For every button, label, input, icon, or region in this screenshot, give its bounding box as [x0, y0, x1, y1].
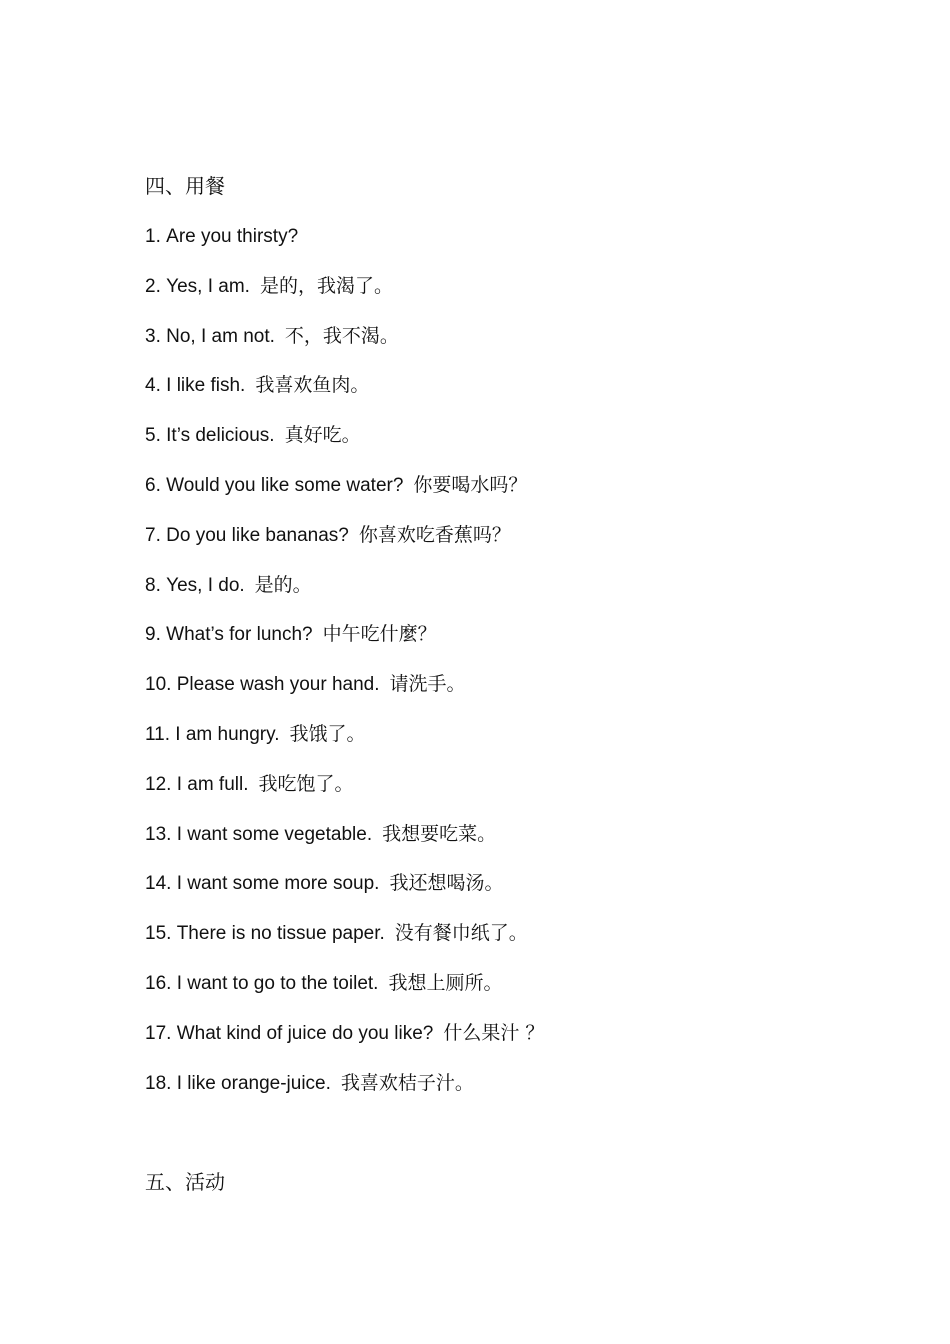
phrase-line [145, 471, 544, 521]
phrase-number: 16. [145, 972, 172, 994]
phrase-number: 1. [145, 226, 161, 247]
phrase-chinese: 我喜欢桔子汁。 [340, 1071, 474, 1094]
phrase-number: 13. [145, 823, 172, 845]
phrase-number: 4. [145, 375, 161, 397]
phrase-line [145, 820, 544, 870]
phrase-english: I want some more soup. [176, 873, 380, 895]
phrase-line [145, 720, 544, 770]
section-title-activities: 五、活动 [145, 1170, 225, 1194]
phrase-english: I am full. [176, 773, 249, 795]
phrase-number: 12. [145, 773, 172, 795]
phrase-number: 14. [145, 873, 172, 895]
phrase-line [145, 869, 544, 919]
phrase-chinese: 我饿了。 [289, 722, 366, 745]
phrase-chinese: 你要喝水吗？ [413, 473, 528, 496]
phrase-chinese: 真好吃。 [284, 424, 361, 447]
phrase-line [145, 670, 544, 720]
phrase-line [145, 421, 544, 471]
phrase-line [145, 770, 544, 820]
phrase-english: What kind of juice do you like? [176, 1022, 434, 1044]
phrase-chinese: 你喜欢吃香蕉吗？ [358, 523, 511, 546]
phrase-chinese: 是的，我渴了。 [259, 274, 393, 297]
phrase-chinese: 我喜欢鱼肉。 [255, 374, 370, 397]
phrase-line [145, 1069, 544, 1119]
phrase-line [145, 521, 544, 571]
phrase-english: No, I am not. [166, 325, 275, 347]
phrase-english: It’s delicious. [166, 425, 275, 447]
phrase-number: 6. [145, 474, 161, 496]
phrase-english: I want some vegetable. [176, 823, 373, 845]
phrase-number: 15. [145, 923, 172, 945]
phrase-english: I like orange-juice. [176, 1072, 331, 1094]
phrase-number: 5. [145, 425, 161, 447]
phrase-chinese: 中午吃什麼？ [322, 623, 437, 646]
phrase-number: 17. [145, 1022, 172, 1044]
phrase-number: 18. [145, 1072, 172, 1094]
phrase-chinese: 没有餐巾纸了。 [394, 922, 528, 945]
phrase-number: 9. [145, 624, 161, 646]
phrase-english: Please wash your hand. [176, 674, 380, 696]
phrase-number: 8. [145, 574, 161, 596]
phrase-english: Do you like bananas? [166, 524, 349, 546]
phrase-number: 11. [145, 723, 171, 745]
phrase-line [145, 1019, 544, 1069]
phrase-list [145, 222, 544, 1118]
phrase-chinese: 不，我不渴。 [284, 324, 399, 347]
phrase-english: Would you like some water? [166, 474, 404, 496]
phrase-chinese: 我还想喝汤。 [389, 872, 504, 895]
phrase-english: Yes, I do. [166, 574, 245, 596]
phrase-chinese: 我想上厕所。 [388, 971, 503, 994]
phrase-number: 10. [145, 674, 172, 696]
phrase-line [145, 919, 544, 969]
phrase-english: Yes, I am. [166, 275, 250, 297]
phrase-english: I want to go to the toilet. [176, 972, 379, 994]
phrase-line [145, 620, 544, 670]
phrase-line [145, 272, 544, 322]
phrase-english: Are you thirsty? [166, 226, 299, 247]
phrase-line [145, 571, 544, 621]
phrase-chinese: 是的。 [254, 573, 312, 596]
phrase-line [145, 222, 544, 272]
phrase-chinese: 我吃饱了。 [258, 772, 354, 795]
phrase-english: What’s for lunch? [166, 624, 313, 646]
phrase-english: There is no tissue paper. [176, 923, 385, 945]
phrase-line [145, 969, 544, 1019]
phrase-english: I am hungry. [175, 723, 280, 745]
phrase-number: 3. [145, 325, 161, 347]
phrase-chinese: 我想要吃菜。 [382, 822, 497, 845]
phrase-number: 2. [145, 275, 161, 297]
phrase-english: I like fish. [166, 375, 246, 397]
phrase-chinese: 请洗手。 [389, 673, 466, 696]
phrase-line [145, 371, 544, 421]
phrase-line [145, 322, 544, 372]
phrase-chinese: 什么果汁 ？ [443, 1021, 545, 1044]
phrase-number: 7. [145, 524, 161, 546]
section-title-dining: 四、用餐 [145, 174, 225, 198]
